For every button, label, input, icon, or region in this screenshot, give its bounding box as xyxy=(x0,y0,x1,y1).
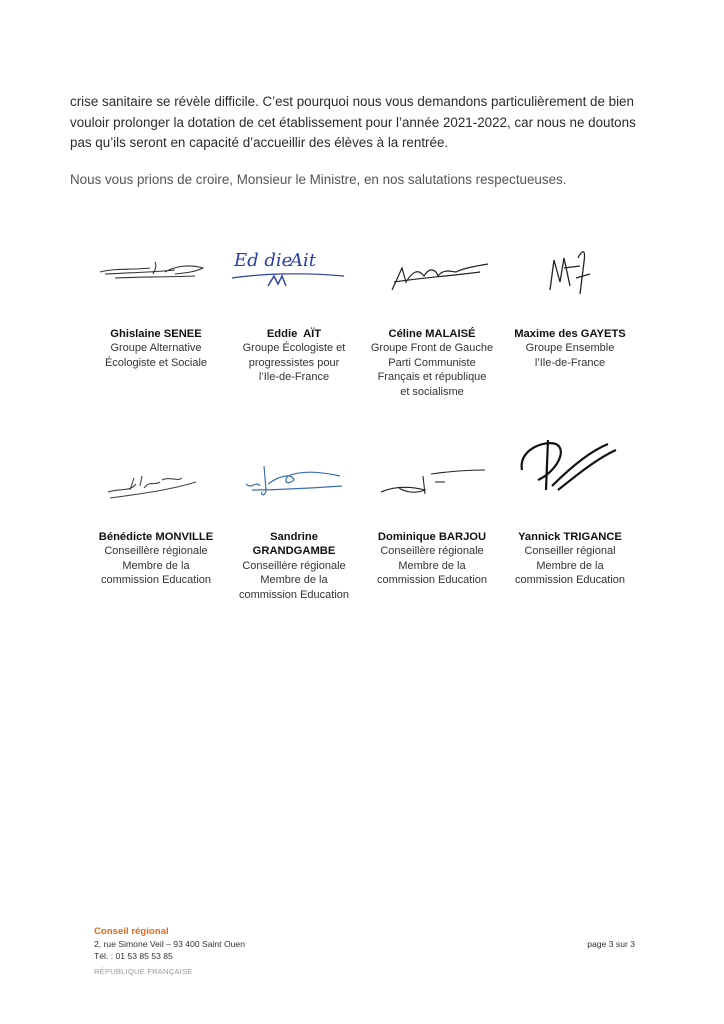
signatory-name: Sandrine GRANDGAMBE xyxy=(252,531,336,558)
signatory-barjou xyxy=(367,530,497,588)
signatory-monville xyxy=(91,530,221,588)
signatory-name: Dominique BARJOU xyxy=(377,531,487,543)
signatory-line: Conseillère régionale xyxy=(242,559,346,572)
signatory-line: Groupe Alternative xyxy=(110,342,202,355)
signatory-line: Conseillère régionale xyxy=(104,545,208,558)
signature-ait xyxy=(228,238,348,302)
signatory-name: Yannick TRIGANCE xyxy=(518,531,622,543)
signatory-line: Groupe Front de Gauche xyxy=(370,342,494,355)
signature-monville xyxy=(100,452,220,516)
signature-grandgambe xyxy=(232,450,352,514)
signatory-line: Membre de la xyxy=(536,559,604,572)
signatory-line: Parti Communiste xyxy=(388,356,476,369)
signatory-grandgambe xyxy=(234,530,354,602)
signatory-line: commission Education xyxy=(100,574,212,587)
signatory-name: Maxime des GAYETS xyxy=(514,328,626,340)
signatory-senee xyxy=(91,327,221,370)
closing-salutation: Nous vous prions de croire, Monsieur le Ministre, en nos salutations respectueuses. xyxy=(70,172,567,187)
signatory-line: Membre de la xyxy=(122,559,190,572)
svg-text:Ait: Ait xyxy=(290,250,316,271)
signatory-ait xyxy=(229,327,359,385)
signature-gayets xyxy=(520,238,640,302)
footer-republique: RÉPUBLIQUE FRANÇAISE xyxy=(94,967,193,976)
page-number: page 3 sur 3 xyxy=(587,939,635,949)
footer-organization: Conseil régional xyxy=(94,926,169,937)
signature-malaise xyxy=(380,242,500,306)
signatory-line: Conseillère régionale xyxy=(380,545,484,558)
signature-trigance xyxy=(508,430,628,494)
signatory-malaise xyxy=(367,327,497,399)
signatory-line: l’Ile-de-France xyxy=(258,371,330,384)
footer-telephone: Tél. : 01 53 85 53 85 xyxy=(94,951,173,961)
signatory-line: Membre de la xyxy=(398,559,466,572)
signatory-name: Bénédicte MONVILLE xyxy=(98,531,214,543)
signatory-line: l’Ile-de-France xyxy=(534,356,606,369)
signature-barjou xyxy=(375,452,495,516)
signatory-line: commission Education xyxy=(376,574,488,587)
signatory-name: Céline MALAISÉ xyxy=(388,328,476,340)
signatory-line: Groupe Ensemble xyxy=(525,342,615,355)
signatory-line: et socialisme xyxy=(400,385,464,398)
signatory-line: Membre de la xyxy=(260,574,328,587)
signatory-line: Écologiste et Sociale xyxy=(104,356,208,369)
letter-paragraph: crise sanitaire se révèle difficile. C’est pourquoi nous vous demandons particulièrement de bien vouloir prolonger la dotation de cet établissement pour l’année 2021-2022, car nous ne doutons pas qu’ils seront en capacité d’accueillir des élèves à la rentrée. xyxy=(70,94,636,151)
signatory-line: progressistes pour xyxy=(248,356,340,369)
signatory-line: Français et république xyxy=(377,371,487,384)
signatory-line: commission Education xyxy=(238,588,350,601)
signatory-trigance xyxy=(505,530,635,588)
signatory-gayets xyxy=(505,327,635,370)
footer-address: 2, rue Simone Veil – 93 400 Saint Ouen xyxy=(94,939,245,949)
signature-senee xyxy=(95,240,215,304)
signatory-line: Conseiller régional xyxy=(524,545,616,558)
signatory-line: Groupe Écologiste et xyxy=(242,342,346,355)
signatory-name: Eddie AÏT xyxy=(266,328,322,340)
signatory-line: commission Education xyxy=(514,574,626,587)
signatory-name: Ghislaine SENEE xyxy=(110,328,202,340)
svg-text:Ed die: Ed die xyxy=(234,250,293,271)
